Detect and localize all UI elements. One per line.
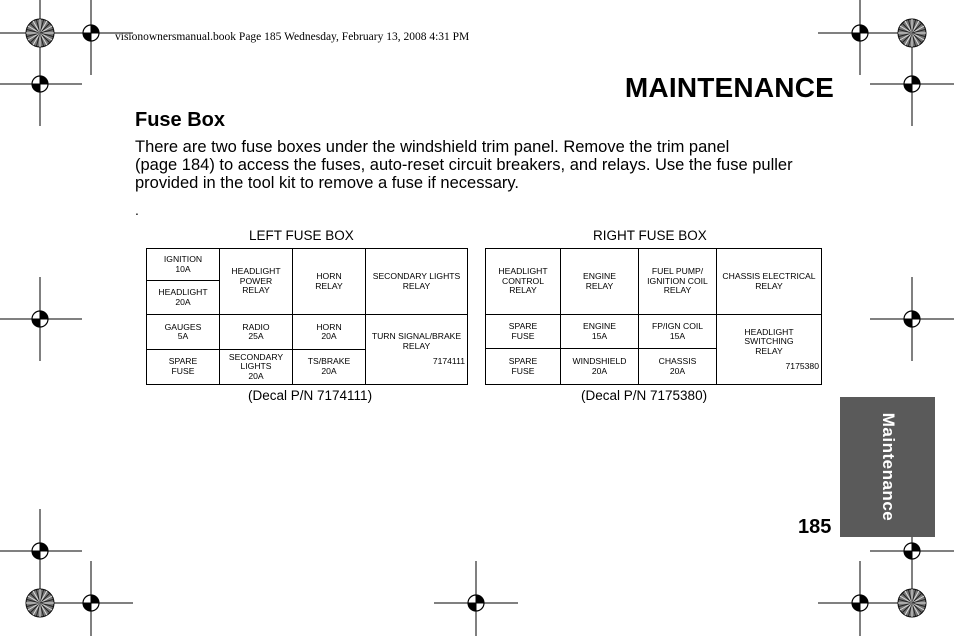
fuse-secondary-lights: SECONDARY LIGHTS 20A	[220, 349, 293, 384]
fuse-ignition: IGNITION 10A	[147, 249, 220, 281]
relay-engine: ENGINE RELAY	[561, 249, 639, 315]
fuse-windshield: WINDSHIELD 20A	[561, 349, 639, 385]
stray-dot: .	[135, 202, 139, 218]
relay-headlight-power: HEADLIGHT POWER RELAY	[220, 249, 293, 315]
relay-turn-signal-brake: TURN SIGNAL/BRAKE RELAY 7174111	[366, 315, 468, 385]
relay-headlight-control: HEADLIGHT CONTROL RELAY	[486, 249, 561, 315]
fuse-fp-ign-coil: FP/IGN COIL 15A	[639, 315, 717, 349]
body-line: (page 184) to access the fuses, auto-reset circuit breakers, and relays. Use the fuse puller	[135, 156, 793, 174]
crosshair-mark	[818, 561, 902, 636]
fuse-horn: HORN 20A	[293, 315, 366, 349]
crosshair-mark	[870, 42, 954, 126]
fuse-gauges: GAUGES 5A	[147, 315, 220, 349]
fuse-spare: SPARE FUSE	[147, 349, 220, 384]
crosshair-mark	[0, 42, 82, 126]
right-decal-caption: (Decal P/N 7175380)	[581, 388, 708, 403]
page-number: 185	[798, 516, 832, 538]
starburst-mark	[26, 589, 54, 617]
fuse-spare-1: SPARE FUSE	[486, 315, 561, 349]
relay-horn: HORN RELAY	[293, 249, 366, 315]
right-fuse-box	[485, 248, 822, 385]
fuse-headlight: HEADLIGHT 20A	[147, 281, 220, 315]
body-line: provided in the tool kit to remove a fuse if necessary.	[135, 174, 519, 192]
right-fuse-box-label: RIGHT FUSE BOX	[593, 228, 707, 243]
fuse-spare-2: SPARE FUSE	[486, 349, 561, 385]
fuse-ts-brake: TS/BRAKE 20A	[293, 349, 366, 384]
crosshair-mark	[49, 561, 133, 636]
heading: Fuse Box	[135, 109, 226, 131]
side-tab	[840, 397, 935, 537]
crosshair-mark	[0, 277, 82, 361]
fuse-chassis: CHASSIS 20A	[639, 349, 717, 385]
body-line: There are two fuse boxes under the windshield trim panel. Remove the trim panel	[135, 138, 730, 156]
relay-headlight-switching: HEADLIGHT SWITCHING RELAY 7175380	[717, 315, 822, 385]
relay-fuel-pump-ignition-coil: FUEL PUMP/ IGNITION COIL RELAY	[639, 249, 717, 315]
book-header: visionownersmanual.book Page 185 Wednesday, February 13, 2008 4:31 PM	[115, 31, 470, 43]
left-decal-caption: (Decal P/N 7174111)	[248, 388, 373, 403]
starburst-mark	[26, 19, 54, 47]
starburst-mark	[898, 19, 926, 47]
fuse-radio: RADIO 25A	[220, 315, 293, 349]
crosshair-mark	[870, 277, 954, 361]
left-fuse-box	[146, 248, 468, 385]
left-decal-number: 7174111	[432, 356, 465, 367]
side-tab-label: Maintenance	[878, 412, 898, 522]
crosshair-mark	[434, 561, 518, 636]
fuse-engine: ENGINE 15A	[561, 315, 639, 349]
left-fuse-box-label: LEFT FUSE BOX	[249, 228, 354, 243]
relay-chassis-electrical: CHASSIS ELECTRICAL RELAY	[717, 249, 822, 315]
crosshair-mark	[0, 509, 82, 593]
starburst-mark	[898, 589, 926, 617]
relay-secondary-lights: SECONDARY LIGHTS RELAY	[366, 249, 468, 315]
crosshair-mark	[818, 0, 902, 75]
body-text	[135, 138, 835, 192]
section-title: MAINTENANCE	[624, 72, 834, 103]
right-decal-number: 7175380	[785, 361, 819, 371]
